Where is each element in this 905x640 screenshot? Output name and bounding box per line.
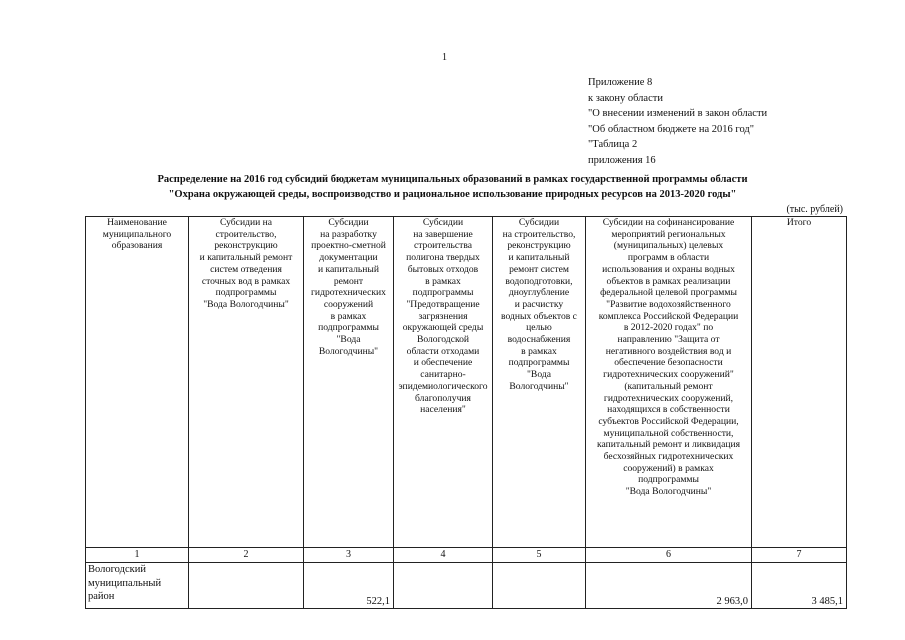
document-title [0,172,905,202]
appendix-line: "О внесении изменений в закон области [588,108,768,119]
title-line-1: Распределение на 2016 год субсидий бюджетам муниципальных образований в рамках государственной программы области [157,174,748,185]
column-number: 4 [394,548,493,563]
table-cell [493,563,586,609]
table-cell: 2 963,0 [586,563,752,609]
column-number: 7 [752,548,847,563]
header-row [86,217,847,548]
table-row [86,563,847,609]
header-cell: Наименование муниципального образования [86,217,189,548]
table-cell [394,563,493,609]
header-cell: Субсидии на завершение строительства полигона твердых бытовых отходов в рамках подпрограммы "Предотвращение загрязнения окружающей среды Вологодской области отходами и обеспечение санитарно- эпидемиологического благополучия населения" [394,217,493,548]
table-cell: 3 485,1 [752,563,847,609]
appendix-line: "Об областном бюджете на 2016 год" [588,123,755,135]
appendix-block [588,75,767,168]
column-number: 3 [304,548,394,563]
table-cell: 522,1 [304,563,394,609]
appendix-line: Приложение 8 [588,77,653,88]
appendix-line: "Таблица 2 [588,139,638,150]
appendix-line: к закону области [588,92,663,104]
page-number: 1 [442,52,447,63]
column-number: 1 [86,548,189,563]
header-cell: Субсидии на строительство, реконструкцию и капитальный ремонт систем отведения сточных вод в рамках подпрограммы "Вода Вологодчины" [189,217,304,548]
column-number-row [86,548,847,563]
units-label: (тыс. рублей) [786,204,843,215]
table-cell [189,563,304,609]
municipality-name: Вологодский муниципальный район [86,563,189,609]
header-cell: Субсидии на разработку проектно-сметной документации и капитальный ремонт гидротехнических сооружений в рамках подпрограммы "Вода Вологодчины" [304,217,394,548]
header-cell: Субсидии на строительство, реконструкцию и капитальный ремонт систем водоподготовки, дноуглубление и расчистку водных объектов с целью водоснабжения в рамках подпрограммы "Вода Вологодчины" [493,217,586,548]
column-number: 6 [586,548,752,563]
column-number: 2 [189,548,304,563]
subsidy-table [85,216,847,609]
header-cell: Субсидии на софинансирование мероприятий региональных (муниципальных) целевых программ в области использования и охраны водных объектов в рамках реализации федеральной целевой программы "Развитие водохозяйственного комплекса Российской Федерации в 2012-2020 годах" по направлению "Защита от негативного воздействия вод и обеспечение безопасности гидротехнических сооружений" (капитальный ремонт гидротехнических сооружений, находящихся в собственности субъектов Российской Федерации, муниципальной собственности, капитальный ремонт и ликвидация бесхозяйных гидротехнических сооружений) в рамках подпрограммы "Вода Вологодчины" [586,217,752,548]
title-line-2: "Охрана окружающей среды, воспроизводство и рациональное использование природных ресурсов на 2013-2020 годы" [168,189,737,200]
column-number: 5 [493,548,586,563]
appendix-line: приложения 16 [588,154,656,166]
header-cell: Итого [752,217,847,548]
